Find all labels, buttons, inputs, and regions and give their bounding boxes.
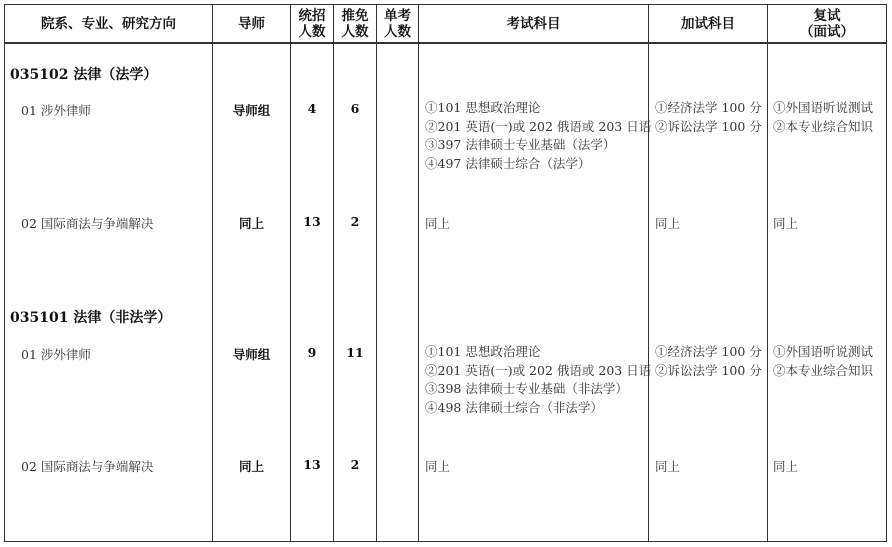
header-retest-line2: （面试） — [800, 24, 854, 40]
header-unified — [291, 6, 333, 42]
header-extra — [649, 6, 767, 42]
header-exempt-line2: 人数 — [341, 24, 369, 40]
exam-subject: ②201 英语(一)或 202 俄语或 203 日语 — [425, 118, 652, 134]
header-exempt-line1: 推免 — [341, 8, 369, 24]
header-divider — [4, 42, 887, 44]
header-dept — [5, 6, 212, 42]
unified-count: 13 — [303, 214, 321, 229]
header-retest — [768, 6, 886, 42]
header-dept-label: 院系、专业、研究方向 — [41, 16, 176, 32]
exam-subjects — [425, 99, 651, 173]
exam-subject: ②201 英语(一)或 202 俄语或 203 日语 — [425, 362, 652, 378]
column-divider — [767, 4, 768, 542]
exam-subjects — [425, 343, 651, 417]
extra-subject: ①经济法学 100 分 — [655, 100, 762, 115]
retest-item: ①外国语听说测试 — [773, 344, 874, 359]
exam-subject: ①101 思想政治理论 — [425, 100, 541, 115]
unified-count: 13 — [303, 457, 321, 472]
column-divider — [886, 4, 887, 542]
direction-name: 01 涉外律师 — [21, 347, 91, 362]
exam-subject: ③398 法律硕士专业基础（非法学） — [425, 381, 628, 396]
supervisor: 同上 — [238, 216, 264, 231]
retest-items: 同上 — [773, 459, 799, 474]
direction-name: 01 涉外律师 — [21, 103, 91, 118]
extra-subjects: 同上 — [655, 459, 681, 474]
header-exempt — [334, 6, 376, 42]
extra-subjects — [655, 343, 762, 380]
supervisor: 导师组 — [232, 103, 271, 118]
column-divider — [418, 4, 419, 542]
retest-item: ①外国语听说测试 — [773, 100, 874, 115]
header-unified-line2: 人数 — [298, 24, 326, 40]
column-divider — [648, 4, 649, 542]
header-exam — [419, 6, 648, 42]
unified-count: 4 — [307, 101, 317, 116]
header-single-line1: 单考 — [384, 8, 411, 24]
retest-item: ②本专业综合知识 — [773, 362, 874, 378]
exam-subject: ④497 法律硕士综合（法学） — [425, 155, 591, 171]
table-border-bottom — [4, 541, 887, 542]
header-exam-label: 考试科目 — [506, 16, 561, 32]
extra-subjects — [655, 99, 762, 136]
header-supervisor — [213, 6, 290, 42]
extra-subject: ②诉讼法学 100 分 — [655, 362, 762, 378]
column-divider — [4, 4, 5, 542]
header-supervisor-label: 导师 — [238, 16, 265, 32]
table-border-top — [4, 4, 887, 5]
exempt-count: 2 — [350, 214, 360, 229]
header-unified-line1: 统招 — [298, 8, 326, 24]
exempt-count: 6 — [350, 101, 360, 116]
exempt-count: 2 — [350, 457, 360, 472]
extra-subject: ①经济法学 100 分 — [655, 344, 762, 359]
column-divider — [376, 4, 377, 542]
direction-name: 02 国际商法与争端解决 — [21, 459, 154, 474]
exempt-count: 11 — [346, 345, 364, 360]
header-retest-line1: 复试 — [813, 8, 841, 24]
direction-name: 02 国际商法与争端解决 — [21, 216, 154, 231]
extra-subject: ②诉讼法学 100 分 — [655, 118, 762, 134]
retest-items — [773, 99, 873, 136]
retest-item: ②本专业综合知识 — [773, 118, 874, 134]
unified-count: 9 — [307, 345, 317, 360]
exam-subject: ①101 思想政治理论 — [425, 344, 541, 359]
retest-items — [773, 343, 873, 380]
exam-subjects: 同上 — [425, 216, 451, 231]
supervisor: 同上 — [238, 459, 264, 474]
header-single-line2: 人数 — [384, 24, 411, 40]
header-single — [377, 6, 418, 42]
exam-subjects: 同上 — [425, 459, 451, 474]
program-title: 035101 法律（非法学） — [10, 310, 172, 326]
exam-subject: ④498 法律硕士综合（非法学） — [425, 399, 603, 415]
program-title: 035102 法律（法学） — [10, 67, 158, 83]
supervisor: 导师组 — [232, 347, 271, 362]
header-extra-label: 加试科目 — [681, 16, 735, 32]
retest-items: 同上 — [773, 216, 799, 231]
exam-subject: ③397 法律硕士专业基础（法学） — [425, 137, 616, 152]
extra-subjects: 同上 — [655, 216, 681, 231]
